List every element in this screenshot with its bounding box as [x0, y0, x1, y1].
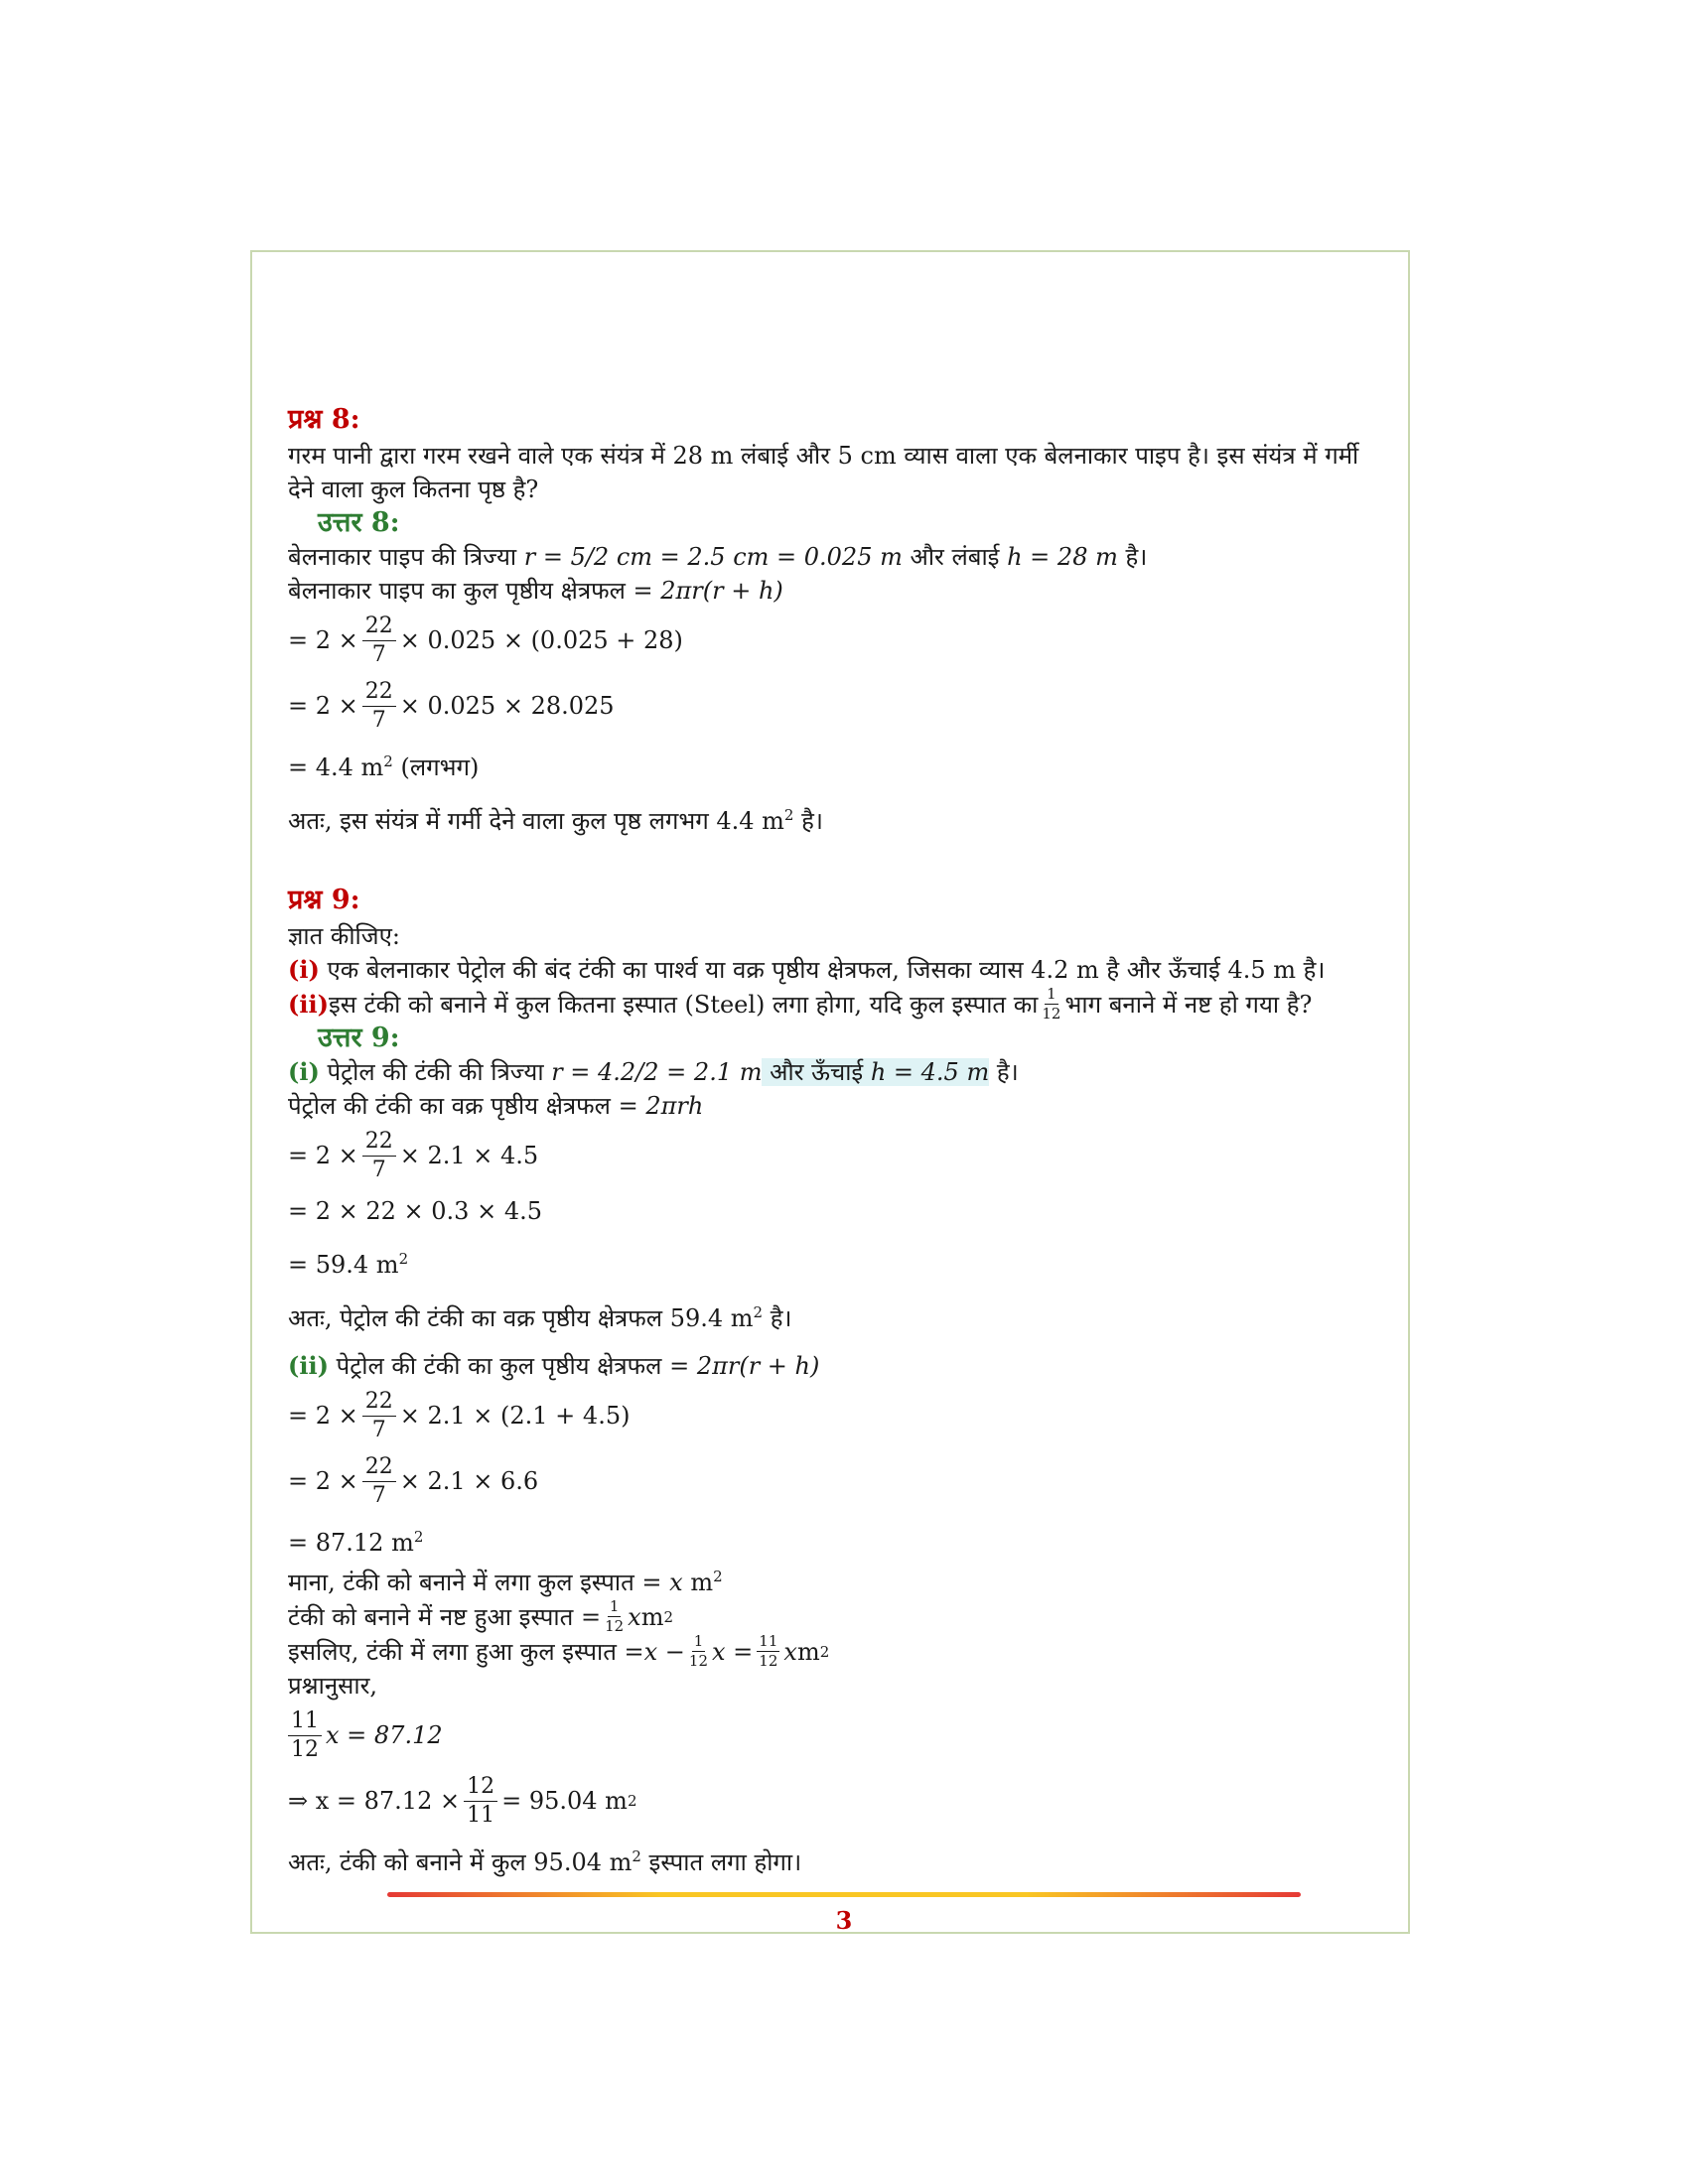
page-content: [288, 397, 1390, 1879]
answer-9-according-line: प्रश्नानुसार,: [288, 1672, 378, 1700]
fraction: $\frac{22}{7}$: [362, 615, 396, 666]
answer-9-part-2-step-3: = 87.12 $m^2$: [288, 1528, 424, 1557]
answer-8-step-2: = 2 × $\frac{22}{7}$ × 0.025 × 28.025: [288, 678, 615, 733]
fraction: $\frac{22}{7}$: [362, 1456, 396, 1507]
question-8-heading: प्रश्न 8:: [288, 404, 360, 435]
question-9-heading: प्रश्न 9:: [288, 885, 360, 915]
highlight: और ऊँचाई h = 4.5 m: [762, 1058, 990, 1086]
question-8-text: गरम पानी द्वारा गरम रखने वाले एक संयंत्र में 28 m लंबाई और 5 cm व्यास वाला एक बेलनाकार पाइप है। इस संयंत्र में गर्मी देने वाला कुल कितना पृष्ठ है?: [288, 442, 1359, 503]
answer-9-part-1-formula: पेट्रोल की टंकी का वक्र पृष्ठीय क्षेत्रफल = 2πrh: [288, 1092, 704, 1120]
answer-9-equation-1: $\frac{11}{12}$ x = 87.12: [288, 1703, 1390, 1768]
answer-9-part-1-step-2: = 2 × 22 × 0.3 × 4.5: [288, 1197, 542, 1225]
fraction: $\frac{22}{7}$: [362, 1131, 396, 1181]
answer-8-heading: उत्तर 8:: [318, 507, 400, 538]
answer-9-part-1-radius: (i) पेट्रोल की टंकी की त्रिज्या r = 4.2/2 = 2.1 m और ऊँचाई h = 4.5 m है।: [288, 1057, 1019, 1086]
footer-divider: [387, 1892, 1301, 1897]
question-9-part-2: (ii) इस टंकी को बनाने में कुल कितना इस्पात (Steel) लगा होगा, यदि कुल इस्पात का $\frac{1}{12}$ भाग बनाने में नष्ट हो गया है?: [288, 985, 1313, 1023]
question-9-part-1: (i) एक बेलनाकार पेट्रोल की बंद टंकी का पार्श्व या वक्र पृष्ठीय क्षेत्रफल, जिसका व्यास 4.2 m है और ऊँचाई 4.5 m है।: [288, 955, 1326, 984]
question-9-intro: ज्ञात कीजिए:: [288, 922, 400, 950]
fraction: $\frac{1}{12}$: [605, 1597, 625, 1635]
fraction: $\frac{22}{7}$: [362, 1391, 396, 1441]
fraction: $\frac{12}{11}$: [464, 1776, 497, 1827]
answer-9-part-2-step-2: = 2 × $\frac{22}{7}$ × 2.1 × 6.6: [288, 1453, 539, 1508]
answer-9-part-2-formula: (ii) पेट्रोल की टंकी का कुल पृष्ठीय क्षेत्रफल = 2πr(r + h): [288, 1351, 820, 1380]
answer-9-part-1-step-3: = 59.4 $m^2$: [288, 1250, 409, 1279]
answer-8-conclusion: अतः, इस संयंत्र में गर्मी देने वाला कुल पृष्ठ लगभग 4.4 $m^2$ है।: [288, 806, 823, 835]
answer-8-radius-line: बेलनाकार पाइप की त्रिज्या r = 5/2 cm = 2.5 cm = 0.025 m और लंबाई h = 28 m है।: [288, 543, 1148, 571]
page-number: 3: [835, 1906, 853, 1935]
answer-9-part-1-conclusion: अतः, पेट्रोल की टंकी का वक्र पृष्ठीय क्षेत्रफल 59.4 $m^2$ है।: [288, 1303, 792, 1332]
answer-8-step-1: = 2 × $\frac{22}{7}$ × 0.025 × (0.025 + 28): [288, 613, 683, 667]
answer-9-conclusion: अतः, टंकी को बनाने में कुल 95.04 $m^2$ इस्पात लगा होगा।: [288, 1847, 802, 1876]
answer-9-equation-2: ⇒ x = 87.12 × $\frac{12}{11}$ = 95.04 m 2: [288, 1773, 637, 1828]
answer-9-part-1-step-1: = 2 × $\frac{22}{7}$ × 2.1 × 4.5: [288, 1128, 539, 1182]
answer-8-step-3: = 4.4 $m^2$ (लगभग): [288, 752, 480, 781]
fraction: $\frac{11}{12}$: [288, 1710, 322, 1761]
fraction: $\frac{1}{12}$: [688, 1632, 709, 1670]
fraction: $\frac{22}{7}$: [362, 681, 396, 732]
fraction: $\frac{1}{12}$: [1042, 985, 1061, 1023]
answer-9-wasted-line: टंकी को बनाने में नष्ट हुआ इस्पात = $\frac{1}{12}$ x m 2: [288, 1597, 674, 1635]
answer-9-part-2-step-1: = 2 × $\frac{22}{7}$ × 2.1 × (2.1 + 4.5): [288, 1388, 631, 1442]
fraction: $\frac{11}{12}$: [759, 1632, 778, 1670]
answer-8-formula-line: बेलनाकार पाइप का कुल पृष्ठीय क्षेत्रफल = 2πr(r + h): [288, 577, 783, 605]
answer-9-let-line: माना, टंकी को बनाने में लगा कुल इस्पात = x $m^2$: [288, 1568, 723, 1596]
answer-9-heading: उत्तर 9:: [318, 1023, 400, 1053]
answer-9-used-line: इसलिए, टंकी में लगा हुआ कुल इस्पात = x − $\frac{1}{12}$ x = $\frac{11}{12}$ x m 2: [288, 1632, 830, 1670]
